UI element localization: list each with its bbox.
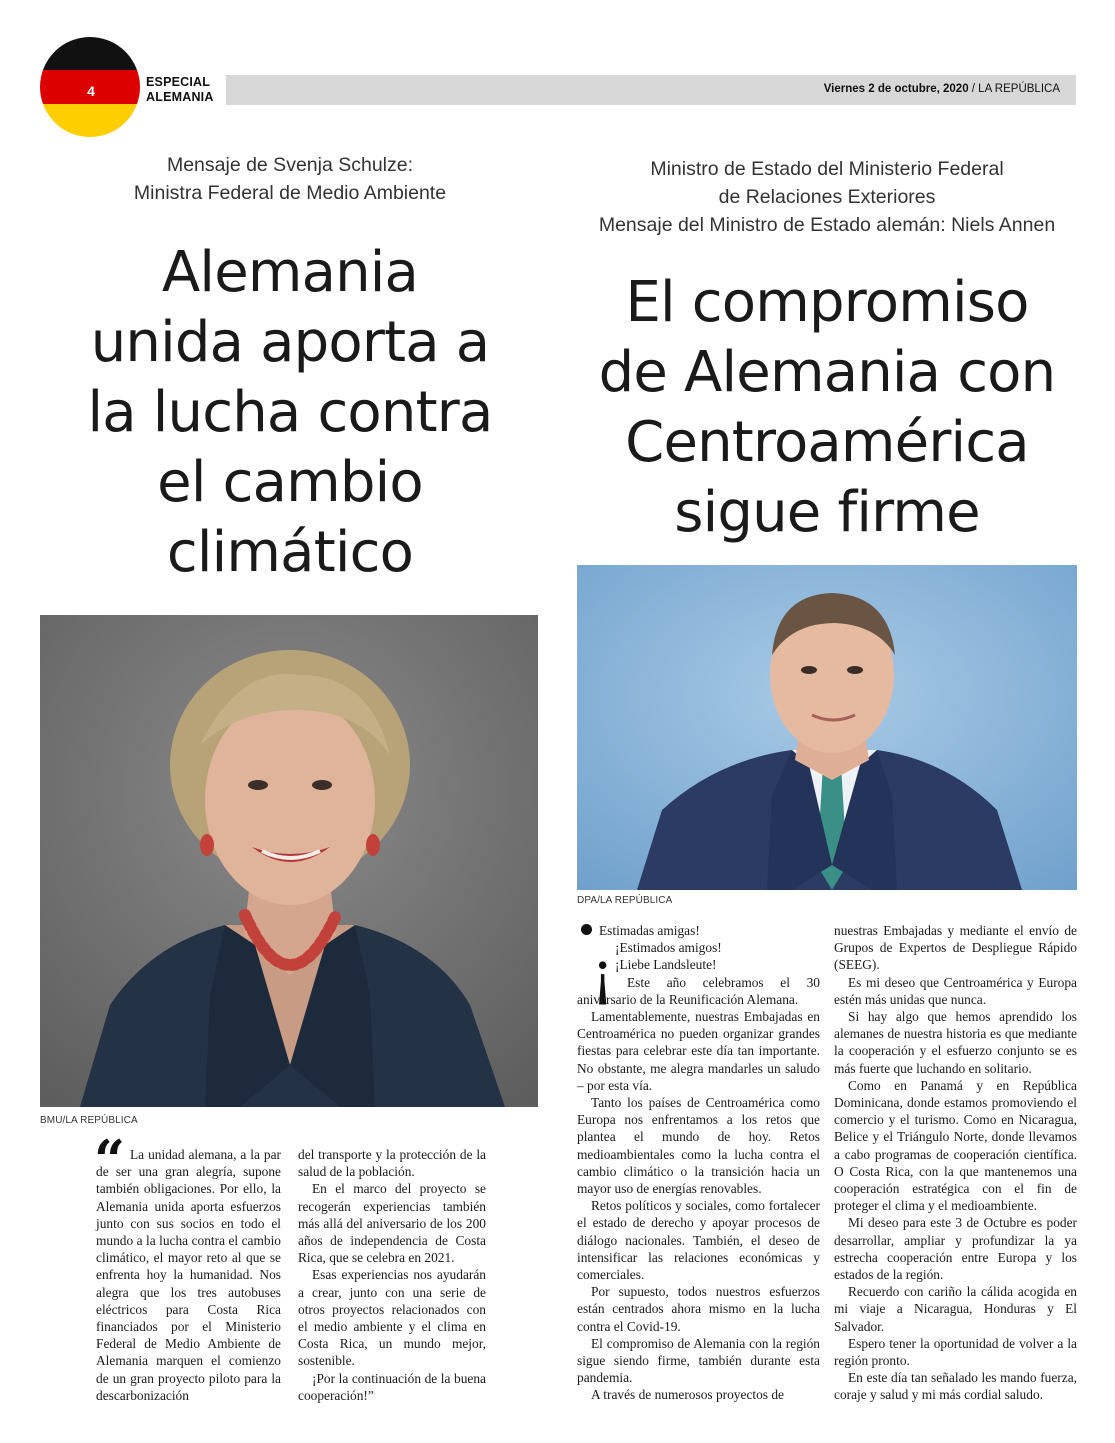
- quote-mark-icon: “: [94, 1128, 120, 1192]
- paragraph: ¡Por la continuación de la buena cooperación!”: [298, 1370, 486, 1403]
- section-label: [146, 75, 214, 105]
- paragraph: En este día tan señalado les mando fuerza, coraje y salud y mi más cordial saludo.: [834, 1370, 1077, 1403]
- right-headline-line: de Alemania con: [598, 340, 1056, 405]
- paragraph: En el marco del proyecto se recogerán experiencias también más allá del aniversario de los 200 años de independencia de Costa Rica, que se celebra en 2021.: [298, 1181, 486, 1266]
- right-headline: [567, 268, 1087, 548]
- right-headline-line: El compromiso: [625, 270, 1029, 335]
- portrait-niels-annen: [577, 565, 1077, 890]
- right-kicker: [577, 155, 1077, 239]
- left-headline-line: unida aporta a: [90, 310, 490, 375]
- paragraph: Tanto los países de Centroamérica como Europa nos enfrentamos a los retos que plantea el mundo de hoy. Retos medioambientales como la lucha contra el cambio climático o la transición hacia un mayor uso de energías renovables.: [577, 1095, 820, 1197]
- paragraph: Espero tener la oportunidad de volver a la región pronto.: [834, 1335, 1077, 1369]
- publication-name: / LA REPÚBLICA: [968, 83, 1060, 95]
- left-headline-line: Alemania: [161, 240, 419, 305]
- right-column-1: [577, 922, 820, 1404]
- paragraph: A través de numerosos proyectos de: [591, 1387, 784, 1403]
- left-headline-line: climático: [166, 520, 414, 585]
- left-kicker-line: Ministra Federal de Medio Ambiente: [133, 182, 447, 204]
- greeting-line: ¡Liebe Landsleute!: [615, 957, 717, 973]
- right-kicker-line: Ministro de Estado del Ministerio Federal: [650, 158, 1004, 180]
- paragraph: La unidad alemana, a la par de ser una gran alegría, supone también obligaciones. Por ello, la Alemania unida aporta esfuerzos junto con sus socios en todo el mundo a la lucha contra el cambio climático, el mayor reto al que se enfrenta hoy la humanidad. Nos alegra que los tres autobuses eléctricos para Costa Rica financiados por el Ministerio Federal de Medio Ambiente de Alemania marquen el comienzo de un gran proyecto piloto para la descarbonización: [96, 1147, 281, 1403]
- portrait-svenja-schulze: [40, 615, 538, 1107]
- paragraph: del transporte y la protección de la salud de la población.: [298, 1147, 486, 1180]
- left-column-2: [298, 1146, 486, 1404]
- issue-date: [824, 83, 1060, 95]
- right-headline-line: Centroamérica: [625, 410, 1029, 475]
- header-bar: [226, 75, 1076, 105]
- paragraph: Como en Panamá y en República Dominicana, donde estamos promoviendo el comercio y el turismo. Como en Nicaragua, Belice y el Triángulo Norte, donde llevamos a cabo programas de cooperación científica. O Costa Rica, con la que mantenemos una cooperación estratégica con el fin de proteger el clima y el medioambiente.: [834, 1077, 1077, 1214]
- right-column-2: [834, 922, 1077, 1404]
- paragraph: Lamentablemente, nuestras Embajadas en Centroamérica no pueden organizar grandes fiestas para celebrar este día tan importante. No obstante, me alegra mandarles un saludo – por esta vía.: [577, 1009, 820, 1093]
- issue-date-text: Viernes 2 de octubre, 2020: [823, 83, 969, 95]
- right-photo-credit: DPA/LA REPÚBLICA: [577, 895, 673, 906]
- left-headline-line: la lucha contra: [87, 380, 493, 445]
- paragraph: Mi deseo para este 3 de Octubre es poder desarrollar, ampliar y profundizar la ya estrecha cooperación entre Europa y los estados de la región.: [834, 1215, 1077, 1283]
- greeting-line: ¡Estimados amigos!: [615, 940, 722, 956]
- right-kicker-line: de Relaciones Exteriores: [718, 186, 936, 208]
- paragraph: Por supuesto, todos nuestros esfuerzos están centrados ahora mismo en la lucha contra el Covid-19.: [577, 1284, 820, 1334]
- left-kicker-line: Mensaje de Svenja Schulze:: [166, 154, 414, 176]
- right-headline-line: sigue firme: [674, 480, 980, 545]
- paragraph: [577, 974, 820, 1008]
- paragraph: Si hay algo que hemos aprendido los alemanes de nuestra historia es que mediante la cooperación y el esfuerzo conjunto se es más fuerte que luchando en solitario.: [834, 1009, 1077, 1076]
- paragraph: El compromiso de Alemania con la región sigue siendo firme, también durante esta pandemia.: [577, 1335, 820, 1386]
- paragraph: nuestras Embajadas y mediante el envío de Grupos de Expertos de Despliegue Rápido (SEEG).: [834, 923, 1077, 973]
- section-label-line2: ALEMANIA: [146, 90, 214, 104]
- right-kicker-line: Mensaje del Ministro de Estado alemán: Niels Annen: [598, 214, 1056, 236]
- paragraph-text: Este año celebramos el 30 aniversario de la Reunificación Alemana.: [577, 974, 820, 1007]
- paragraph: Esas experiencias nos ayudarán a crear, junto con una serie de otros proyectos relacionados con el medio ambiente y el clima en Costa Rica, un mundo mejor, sostenible.: [298, 1267, 486, 1369]
- left-photo-credit: BMU/LA REPÚBLICA: [40, 1115, 138, 1126]
- paragraph: Recuerdo con cariño la cálida acogida en mi viaje a Nicaragua, Honduras y El Salvador.: [834, 1284, 1077, 1334]
- section-label-line1: ESPECIAL: [146, 75, 211, 89]
- left-kicker: [40, 151, 540, 207]
- greeting-line: Estimadas amigas!: [599, 923, 700, 938]
- left-column-1: [96, 1146, 281, 1404]
- left-headline-line: el cambio: [157, 450, 423, 515]
- page-number: 4: [87, 83, 95, 99]
- paragraph: Es mi deseo que Centroamérica y Europa estén más unidas que nunca.: [834, 974, 1077, 1007]
- dropcap: ¡: [591, 940, 615, 1008]
- left-headline: [28, 238, 552, 588]
- paragraph: Retos políticos y sociales, como fortalecer el estado de derecho y apoyar procesos de diálogo nacionales. También, el deseo de intensificar las relaciones económicas y comerciales.: [577, 1198, 820, 1283]
